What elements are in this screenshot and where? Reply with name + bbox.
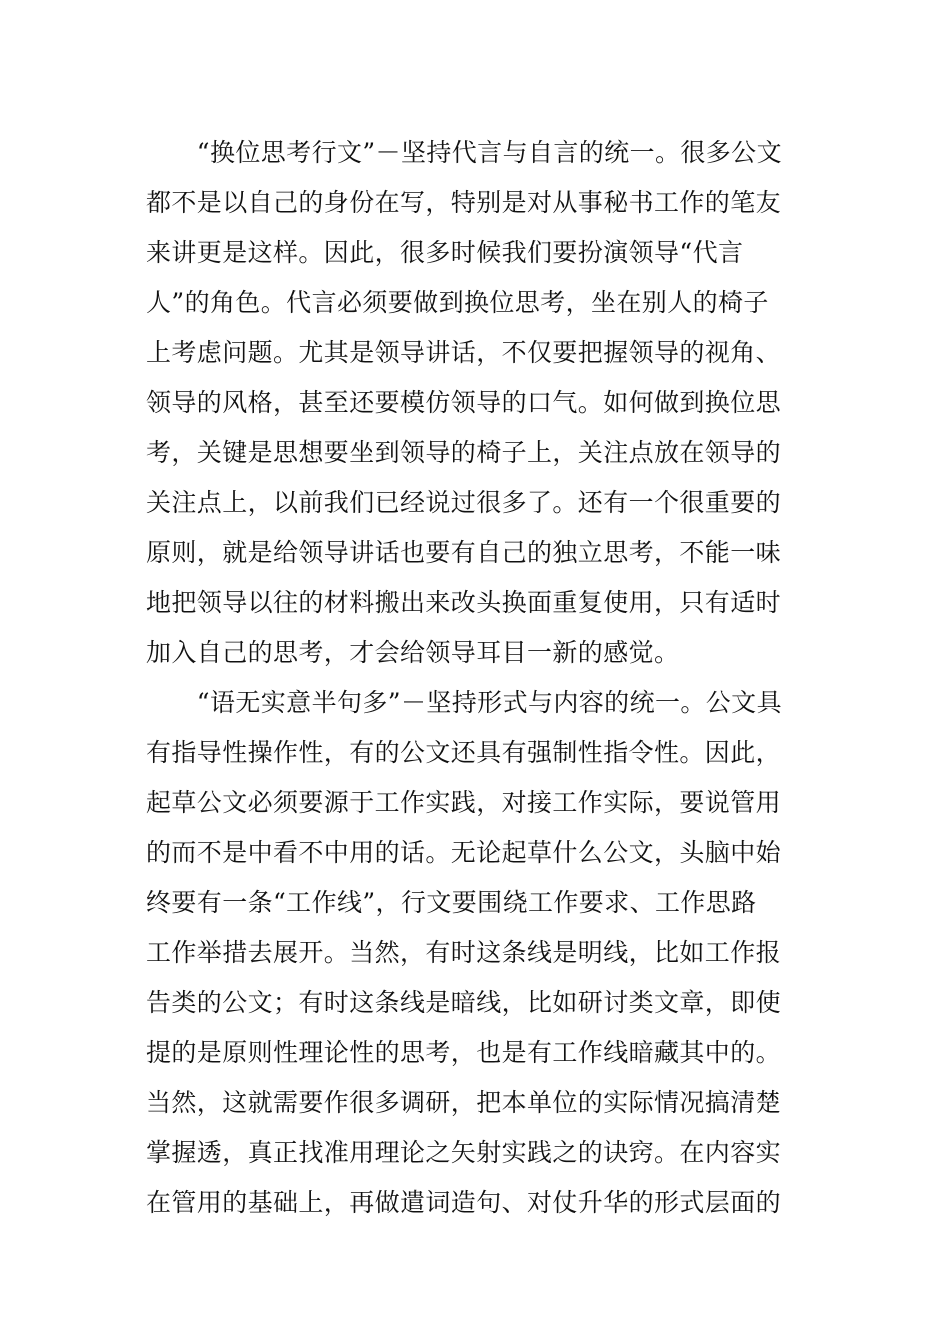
text-line: 当然，这就需要作很多调研，把本单位的实际情况搞清楚 <box>146 1088 782 1117</box>
document-body <box>146 128 808 1228</box>
text-line: 有指导性操作性，有的公文还具有强制性指令性。因此， <box>146 738 782 767</box>
text-line: 考，关键是思想要坐到领导的椅子上，关注点放在领导的 <box>146 438 782 467</box>
text-line: 来讲更是这样。因此，很多时候我们要扮演领导“代言 <box>146 238 744 267</box>
text-line: 起草公文必须要源于工作实践，对接工作实际，要说管用 <box>146 788 782 817</box>
text-line: 在管用的基础上，再做遣词造句、对仗升华的形式层面的 <box>146 1188 782 1217</box>
text-line: 提的是原则性理论性的思考，也是有工作线暗藏其中的。 <box>146 1038 782 1067</box>
text-line: 终要有一条“工作线”，行文要围绕工作要求、工作思路 <box>146 888 757 917</box>
text-line: 的而不是中看不中用的话。无论起草什么公文，头脑中始 <box>146 838 782 867</box>
text-line: 领导的风格，甚至还要模仿领导的口气。如何做到换位思 <box>146 388 782 417</box>
text-line: “语无实意半句多”－坚持形式与内容的统一。公文具 <box>146 688 782 717</box>
text-line: 原则，就是给领导讲话也要有自己的独立思考，不能一味 <box>146 538 782 567</box>
text-line: 工作举措去展开。当然，有时这条线是明线，比如工作报 <box>146 938 782 967</box>
text-line: 人”的角色。代言必须要做到换位思考，坐在别人的椅子 <box>146 288 769 317</box>
text-line: 关注点上，以前我们已经说过很多了。还有一个很重要的 <box>146 488 782 517</box>
text-line: 上考虑问题。尤其是领导讲话，不仅要把握领导的视角、 <box>146 338 782 367</box>
text-line: 都不是以自己的身份在写，特别是对从事秘书工作的笔友 <box>146 188 782 217</box>
text-line: 加入自己的思考，才会给领导耳目一新的感觉。 <box>146 638 680 667</box>
text-line: 告类的公文；有时这条线是暗线，比如研讨类文章，即使 <box>146 988 782 1017</box>
text-line: 掌握透，真正找准用理论之矢射实践之的诀窍。在内容实 <box>146 1138 782 1167</box>
text-line: “换位思考行文”－坚持代言与自言的统一。很多公文 <box>146 138 782 167</box>
paragraph-2 <box>146 678 808 1228</box>
paragraph-1 <box>146 128 808 678</box>
text-line: 地把领导以往的材料搬出来改头换面重复使用，只有适时 <box>146 588 782 617</box>
